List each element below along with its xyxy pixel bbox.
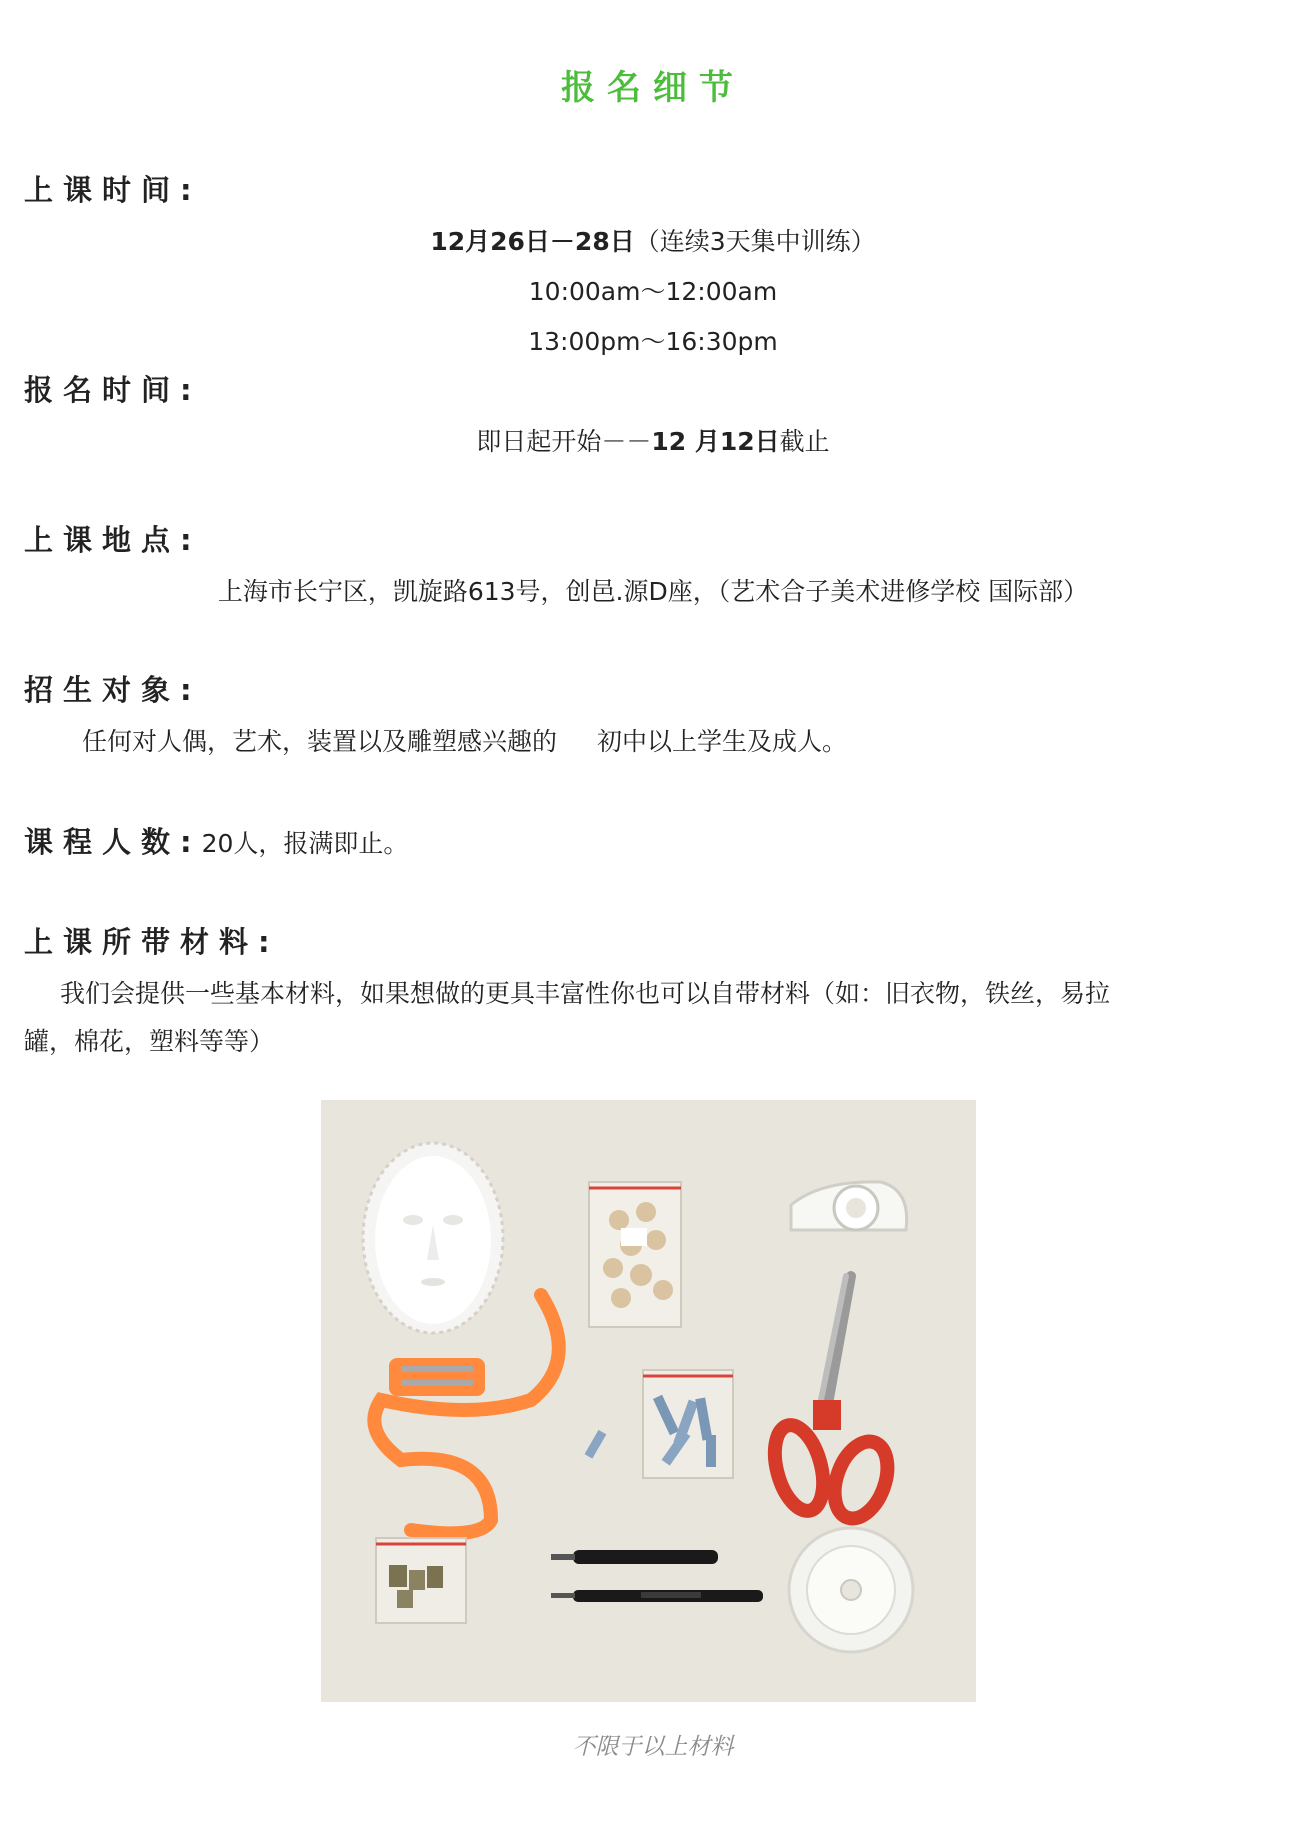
materials-text-line2: 罐，棉花，塑料等等） (24, 1027, 275, 1056)
audience-text-a: 任何对人偶，艺术，装置以及雕塑感兴趣的 (82, 727, 558, 756)
capacity-text: 20人，报满即止。 (201, 829, 409, 858)
schedule-dates-bold: 12月26日－28日 (430, 227, 635, 256)
materials-photo-illustration (321, 1100, 976, 1702)
capacity-heading: 课程人数: (24, 825, 202, 859)
wood-pieces-bag-icon (376, 1538, 466, 1623)
registration-deadline: 12 月12日 (651, 427, 780, 456)
audience-heading: 招生对象: (24, 673, 202, 707)
location-heading: 上课地点: (24, 523, 202, 557)
audience-text-b: 初中以上学生及成人。 (597, 727, 848, 756)
audience-text (82, 722, 847, 758)
photo-caption: 不限于以上材料 (572, 1734, 734, 1760)
registration-suffix: 截止 (779, 427, 830, 456)
registration-heading: 报名时间: (24, 373, 202, 407)
registration-period (0, 422, 1306, 458)
beads-bag-icon (589, 1182, 681, 1327)
mask-icon (363, 1143, 503, 1333)
materials-photo (321, 1100, 976, 1702)
schedule-heading: 上课时间: (24, 173, 202, 207)
schedule-dates (0, 222, 1306, 258)
location-address: 上海市长宁区，凯旋路613号，创邑.源D座，（艺术合子美术进修学校 国际部） (217, 577, 1089, 606)
materials-heading: 上课所带材料: (24, 925, 280, 959)
registration-prefix: 即日起开始－－ (476, 427, 652, 456)
wire-spool-icon (789, 1528, 913, 1652)
schedule-dates-note: （连续3天集中训练） (634, 227, 876, 256)
materials-text-line1: 我们会提供一些基本材料，如果想做的更具丰富性你也可以自带材料（如：旧衣物，铁丝，易拉 (60, 979, 1111, 1008)
schedule-afternoon: 13:00pm～16:30pm (528, 327, 778, 356)
schedule-morning: 10:00am～12:00am (528, 277, 778, 306)
page-title: 报名细节 (561, 68, 745, 108)
capacity-row (24, 820, 408, 861)
